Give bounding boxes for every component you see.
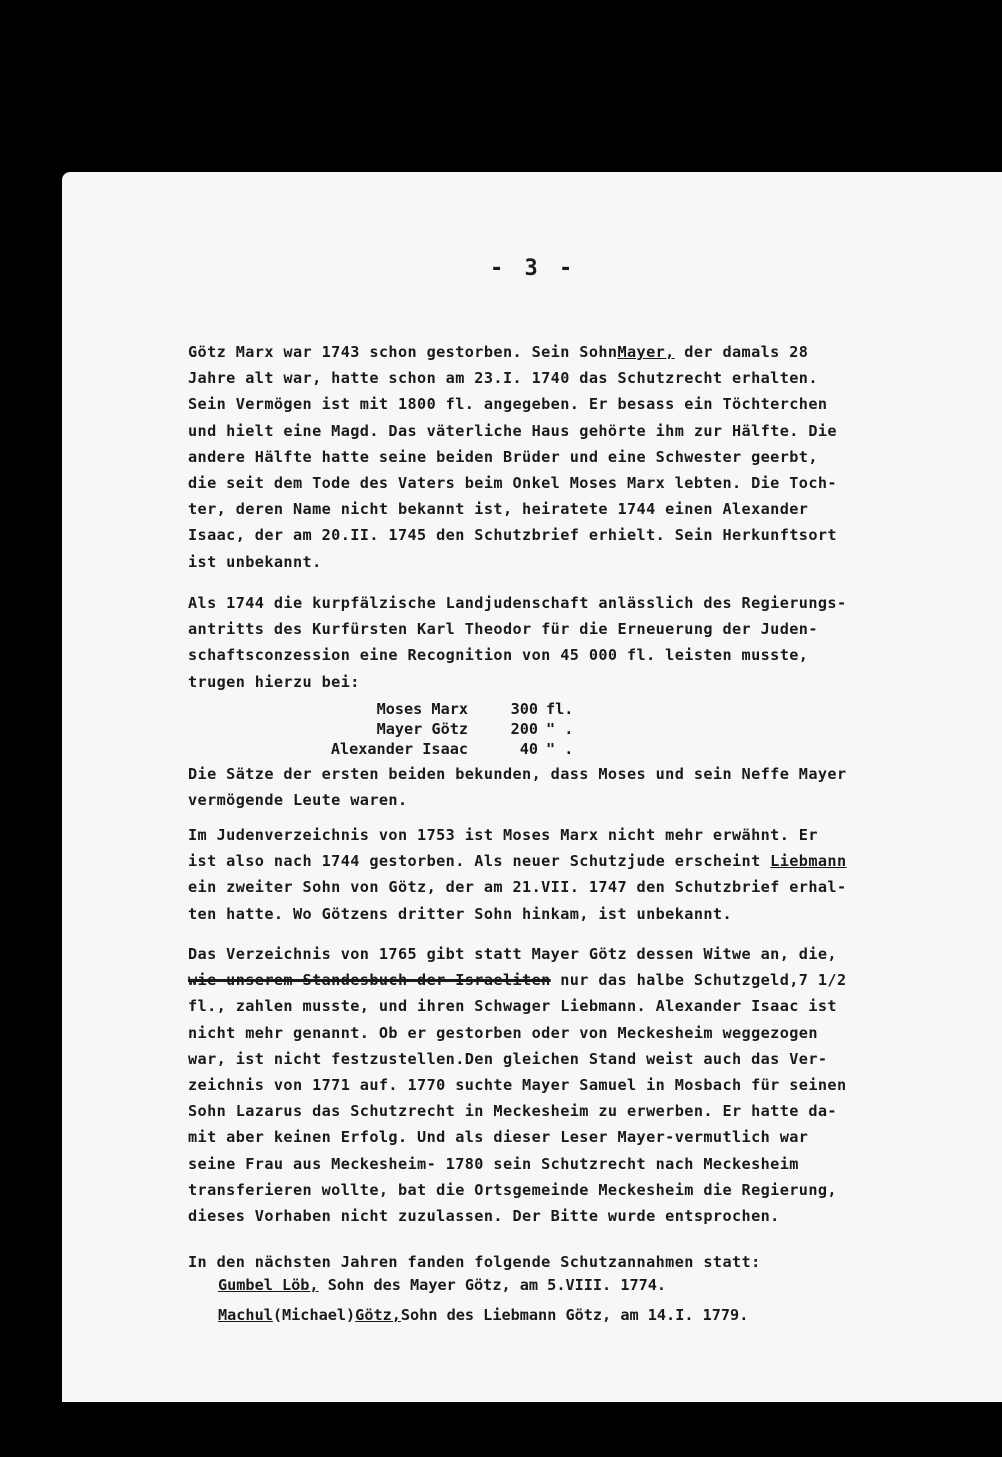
contribution-unit: " . <box>546 720 574 738</box>
text-line: trugen hierzu bei: <box>188 672 360 691</box>
contribution-amount: 40 <box>519 740 538 758</box>
admission-name-underlined: Gumbel Löb, <box>218 1276 319 1294</box>
text-line: zeichnis von 1771 auf. 1770 suchte Mayer Samuel in Mosbach für seinen <box>188 1075 847 1094</box>
text-line: war, ist nicht festzustellen.Den gleichen Stand weist auch das Ver- <box>188 1049 828 1068</box>
text-line <box>188 967 968 993</box>
name-liebmann-underlined: Liebmann <box>770 852 847 871</box>
text-line: Sohn Lazarus das Schutzrecht in Meckesheim zu erwerben. Er hatte da- <box>188 1102 837 1121</box>
paragraph-4 <box>188 822 968 927</box>
text-line: die seit dem Tode des Vaters beim Onkel Moses Marx lebten. Die Toch- <box>188 473 837 492</box>
text-line: Als 1744 die kurpfälzische Landjudenschaft anlässlich des Regierungs- <box>188 594 847 612</box>
admission-detail: Sohn des Mayer Götz, am 5.VIII. 1774. <box>318 1276 667 1294</box>
text-line: ten hatte. Wo Götzens dritter Sohn hinkam, ist unbekannt. <box>188 904 732 923</box>
text-line: antritts des Kurfürsten Karl Theodor für die Erneuerung der Juden- <box>188 620 818 639</box>
text-line: transferieren wollte, bat die Ortsgemeinde Meckesheim die Regierung, <box>188 1180 837 1199</box>
text-line: und hielt eine Magd. Das väterliche Haus gehörte ihm zur Hälfte. Die <box>188 421 837 440</box>
text-line: andere Hälfte hatte seine beiden Brüder und eine Schwester geerbt, <box>188 447 818 466</box>
text-line: seine Frau aus Meckesheim- 1780 sein Schutzrecht nach Meckesheim <box>188 1154 799 1173</box>
text-line: Die Sätze der ersten beiden bekunden, dass Moses und sein Neffe Mayer <box>188 765 847 783</box>
text-line: Jahre alt war, hatte schon am 23.I. 1740 das Schutzrecht erhalten. <box>188 369 818 388</box>
contributor-name: Alexander Isaac <box>330 740 468 758</box>
text-segment: ist also nach 1744 gestorben. Als neuer Schutzjude erscheint <box>188 852 761 871</box>
text-segment: der damals 28 <box>674 343 809 361</box>
contributor-name: Moses Marx <box>376 700 468 718</box>
admission-detail: Sohn des Liebmann Götz, am 14.I. 1779. <box>400 1306 749 1324</box>
admission-surname-underlined: Götz, <box>355 1306 401 1324</box>
contribution-unit: fl. <box>546 700 574 718</box>
admission-entry <box>218 1272 978 1299</box>
text-line: nicht mehr genannt. Ob er gestorben oder von Meckesheim weggezogen <box>188 1023 818 1042</box>
paragraph-5 <box>188 941 968 1229</box>
table-row <box>300 719 573 739</box>
text-line: schaftsconzession eine Recognition von 45 000 fl. leisten musste, <box>188 646 809 665</box>
text-line: vermögende Leute waren. <box>188 791 408 810</box>
text-line: dieses Vorhaben nicht zuzulassen. Der Bitte wurde entsprochen. <box>188 1206 780 1225</box>
admission-name-underlined: Machul <box>218 1306 273 1324</box>
text-line: ein zweiter Sohn von Götz, der am 21.VII. 1747 den Schutzbrief erhal- <box>188 878 847 897</box>
contribution-table <box>300 699 573 759</box>
text-line: Isaac, der am 20.II. 1745 den Schutzbrief erhielt. Sein Herkunftsort <box>188 526 837 545</box>
admission-name-alt: (Michael) <box>272 1306 356 1324</box>
contribution-amount: 300 <box>510 700 538 718</box>
page-number: - 3 - <box>490 256 577 281</box>
struck-out-text: wie unserem Standesbuch der Israeliten <box>188 971 551 990</box>
text-line: Das Verzeichnis von 1765 gibt statt Mayer Götz dessen Witwe an, die, <box>188 945 837 963</box>
contribution-unit: " . <box>546 740 574 758</box>
text-line <box>188 339 968 365</box>
admission-entry <box>218 1302 978 1329</box>
text-line: ist unbekannt. <box>188 552 322 571</box>
table-row <box>300 699 573 719</box>
text-segment: Götz Marx war 1743 schon gestorben. Sein Sohn <box>188 343 618 361</box>
contributor-name: Mayer Götz <box>376 720 468 738</box>
text-line: Im Judenverzeichnis von 1753 ist Moses Marx nicht mehr erwähnt. Er <box>188 826 818 844</box>
text-line: fl., zahlen musste, und ihren Schwager Liebmann. Alexander Isaac ist <box>188 997 837 1016</box>
text-line: ter, deren Name nicht bekannt ist, heiratete 1744 einen Alexander <box>188 500 809 519</box>
paragraph-3 <box>188 761 968 813</box>
name-mayer-underlined: Mayer, <box>617 343 675 361</box>
text-line: mit aber keinen Erfolg. Und als dieser Leser Mayer-vermutlich war <box>188 1128 809 1147</box>
paragraph-1 <box>188 339 968 575</box>
text-line: Sein Vermögen ist mit 1800 fl. angegeben. Er besass ein Töchterchen <box>188 395 828 414</box>
paragraph-2 <box>188 590 968 695</box>
text-segment: nur das halbe Schutzgeld,7 1/2 <box>550 971 847 990</box>
text-line: In den nächsten Jahren fanden folgende Schutzannahmen statt: <box>188 1253 761 1271</box>
text-line <box>188 848 968 874</box>
contribution-amount: 200 <box>510 720 538 738</box>
table-row <box>300 739 573 759</box>
